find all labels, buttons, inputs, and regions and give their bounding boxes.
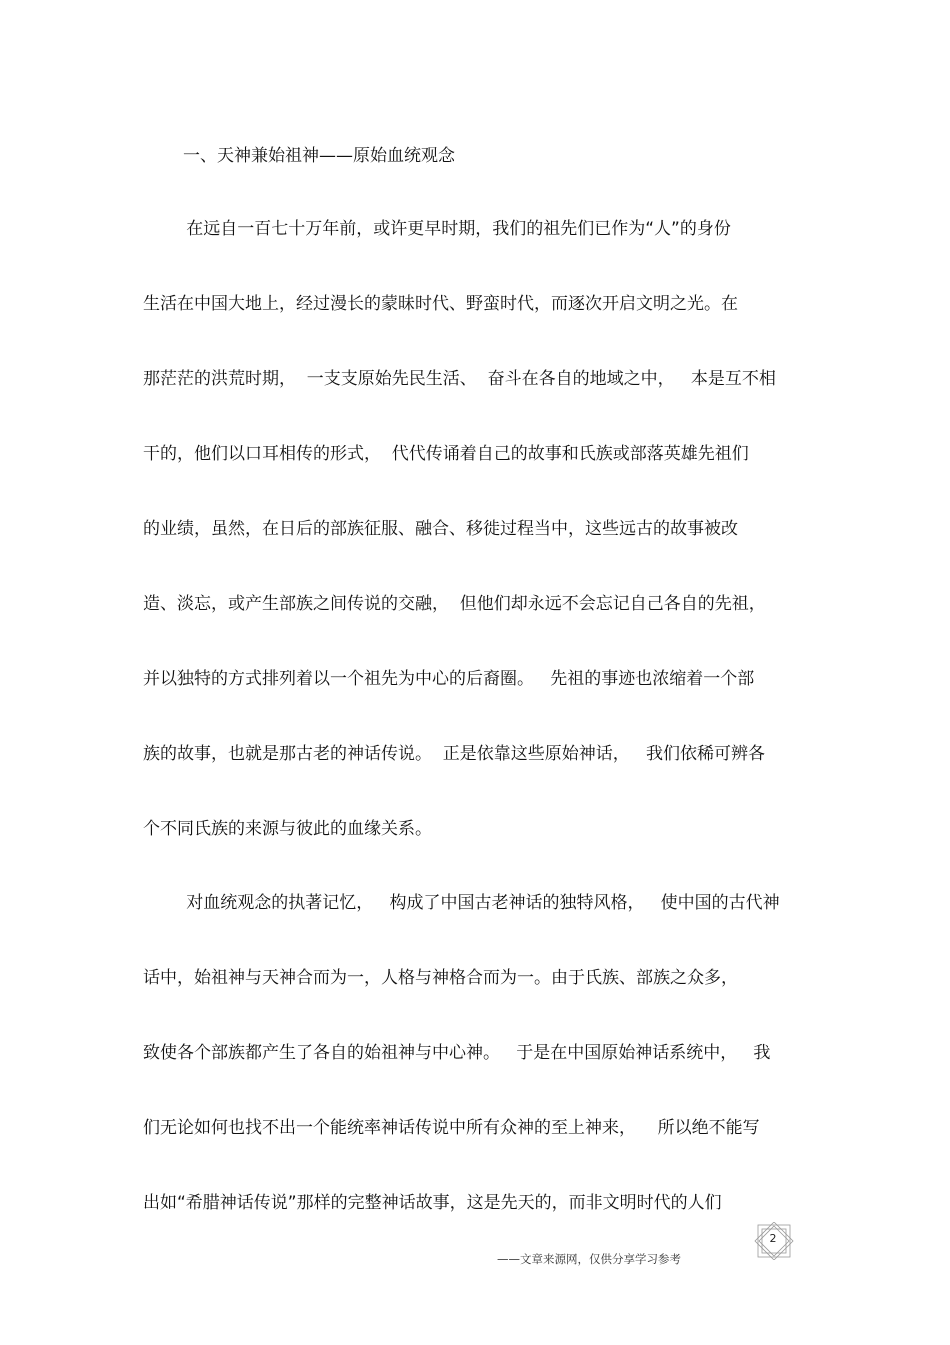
page-number: 2 [769, 1232, 777, 1245]
body-line: 并以独特的方式排列着以一个祖先为中心的后裔圈。 先祖的事迹也浓缩着一个部 [143, 669, 755, 689]
body-line: 个不同氏族的来源与彼此的血缘关系。 [143, 819, 432, 839]
body-line: 生活在中国大地上，经过漫长的蒙昧时代、野蛮时代，而逐次开启文明之光。在 [143, 294, 738, 314]
body-line: 出如“希腊神话传说”那样的完整神话故事，这是先天的，而非文明时代的人们 [143, 1193, 722, 1213]
body-line: 造、淡忘，或产生部族之间传说的交融， 但他们却永远不会忘记自己各自的先祖， [143, 594, 766, 614]
footer-note: ——文章来源网，仅供分享学习参考 [497, 1252, 681, 1266]
body-line: 的业绩，虽然，在日后的部族征服、融合、移徙过程当中，这些远古的故事被改 [143, 519, 738, 539]
body-line: 对血统观念的执著记忆， 构成了中国古老神话的独特风格， 使中国的古代神 [143, 893, 780, 913]
body-line: 干的，他们以口耳相传的形式， 代代传诵着自己的故事和氏族或部落英雄先祖们 [143, 444, 749, 464]
body-line: 们无论如何也找不出一个能统率神话传说中所有众神的至上神来， 所以绝不能写 [143, 1118, 760, 1138]
body-line: 致使各个部族都产生了各自的始祖神与中心神。 于是在中国原始神话系统中， 我 [143, 1043, 771, 1063]
body-line: 族的故事，也就是那古老的神话传说。 正是依靠这些原始神话， 我们依稀可辨各 [143, 744, 766, 764]
body-line: 那茫茫的洪荒时期， 一支支原始先民生活、 奋斗在各自的地域之中， 本是互不相 [143, 369, 776, 389]
body-line: 在远自一百七十万年前，或许更早时期，我们的祖先们已作为“人”的身份 [143, 219, 731, 239]
page-heading: 一、天神兼始祖神——原始血统观念 [183, 146, 455, 166]
page-number-badge [749, 1222, 799, 1260]
body-line: 话中，始祖神与天神合而为一，人格与神格合而为一。由于氏族、部族之众多， [143, 968, 738, 988]
